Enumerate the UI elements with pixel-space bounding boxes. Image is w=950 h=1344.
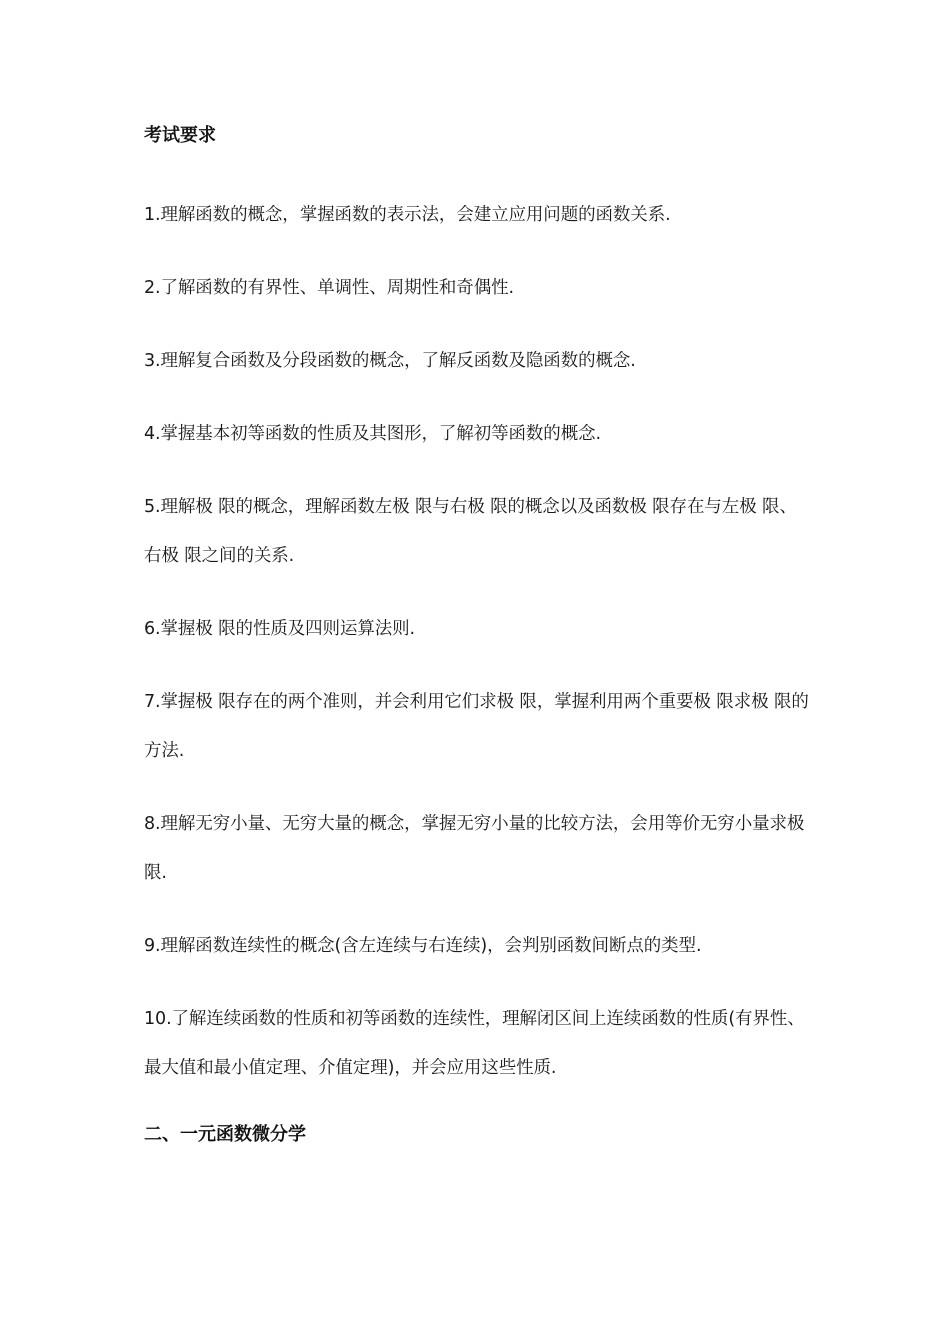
requirement-item-3: 3.理解复合函数及分段函数的概念，了解反函数及隐函数的概念. xyxy=(144,351,636,371)
requirement-item-5: 5.理解极 限的概念，理解函数左极 限与右极 限的概念以及函数极 限存在与左极 限、右极 限之间的关系. xyxy=(144,497,797,566)
requirement-item-10: 10.了解连续函数的性质和初等函数的连续性，理解闭区间上连续函数的性质(有界性、最大值和最小值定理、介值定理)，并会应用这些性质. xyxy=(144,1009,805,1078)
requirement-item-6: 6.掌握极 限的性质及四则运算法则. xyxy=(144,619,416,639)
exam-requirements-heading: 考试要求 xyxy=(144,125,216,146)
document-page xyxy=(144,118,814,1153)
section-heading: 二、一元函数微分学 xyxy=(144,1124,306,1145)
requirement-item-9: 9.理解函数连续性的概念(含左连续与右连续)，会判别函数间断点的类型. xyxy=(144,936,702,956)
requirement-item-4: 4.掌握基本初等函数的性质及其图形，了解初等函数的概念. xyxy=(144,424,601,444)
requirement-item-8: 8.理解无穷小量、无穷大量的概念，掌握无穷小量的比较方法，会用等价无穷小量求极 限. xyxy=(144,814,805,883)
requirement-item-7: 7.掌握极 限存在的两个准则，并会利用它们求极 限，掌握利用两个重要极 限求极 限的方法. xyxy=(144,692,809,761)
requirement-item-2: 2.了解函数的有界性、单调性、周期性和奇偶性. xyxy=(144,278,514,298)
requirement-item-1: 1.理解函数的概念，掌握函数的表示法，会建立应用问题的函数关系. xyxy=(144,205,671,225)
